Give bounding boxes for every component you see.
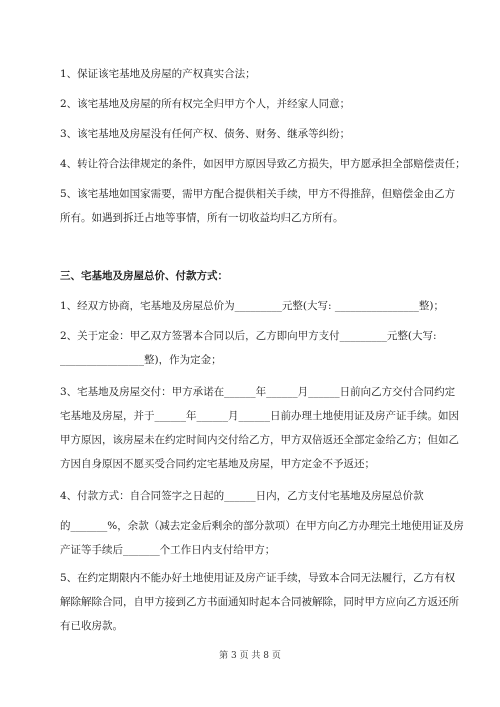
payment-item-1 [60, 294, 452, 318]
clause-line: 4、付款方式：自合同签字之日起的______日内，乙方支付宅基地及房屋总价款 [60, 490, 424, 502]
clause-item-2 [60, 92, 452, 116]
clause-line: 4、转让符合法律规定的条件，如因甲方原因导致乙方损失，甲方愿承担全部赔偿责任； [60, 158, 466, 170]
clause-item-3 [60, 122, 452, 146]
clause-item-4 [60, 152, 466, 176]
payment-item-4 [60, 484, 464, 562]
clause-line: 5、该宅基地如国家需要，需甲方配合提供相关手续，甲方不得推辞，但赔偿金由乙方 [60, 188, 456, 200]
clause-line: 方因自身原因不愿买受合同约定宅基地及房屋，甲方定金不予返还； [60, 458, 375, 470]
clause-item-5 [60, 182, 456, 230]
payment-item-5 [60, 566, 459, 638]
page-number-footer: 第 3 页 共 8 页 [219, 651, 281, 661]
clause-line: 解除解除合同，自甲方接到乙方书面通知时起本合同被解除，同时甲方应向乙方返还所 [60, 596, 459, 608]
clause-line: 3、宅基地及房屋交付：甲方承诺在______年______月______日前向乙方交付合同约定 [60, 386, 456, 398]
payment-item-2 [60, 324, 452, 372]
clause-line: 产证等手续后_______个工作日内支付给甲方； [60, 544, 276, 556]
clause-line: 1、经双方协商，宅基地及房屋总价为_________元整(大写: ________________整)； [60, 300, 444, 312]
clause-line: 的_______%，余款（减去定金后剩余的部分款项）在甲方向乙方办理完土地使用证及房 [60, 520, 464, 532]
clause-line: 1、保证该宅基地及房屋的产权真实合法； [60, 68, 256, 80]
clause-line: 所有。如遇到拆迁占地等事情，所有一切收益均归乙方所有。 [60, 212, 344, 224]
clause-line: 甲方原因，该房屋未在约定时间内交付给乙方，甲方双倍返还全部定金给乙方；但如乙 [60, 434, 459, 446]
clause-line: 有已收房款。 [60, 620, 123, 632]
clause-line: 2、该宅基地及房屋的所有权完全归甲方个人，并经家人同意； [60, 98, 351, 110]
clause-line: ________________整)，作为定金； [60, 354, 222, 366]
section-heading: 三、宅基地及房屋总价、付款方式： [60, 270, 228, 282]
clause-line: 3、该宅基地及房屋没有任何产权、债务、财务、继承等纠纷； [60, 128, 351, 140]
payment-item-3 [60, 380, 459, 476]
clause-line: 宅基地及房屋，并于______年______月______日前办理土地使用证及房产证手续。如因 [60, 410, 459, 422]
clause-line: 5、在约定期限内不能办好土地使用证及房产证手续，导致本合同无法履行，乙方有权 [60, 572, 456, 584]
clause-item-1 [60, 62, 452, 86]
clause-line: 2、关于定金：甲乙双方签署本合同以后，乙方即向甲方支付_________元整(大写: [60, 330, 437, 342]
